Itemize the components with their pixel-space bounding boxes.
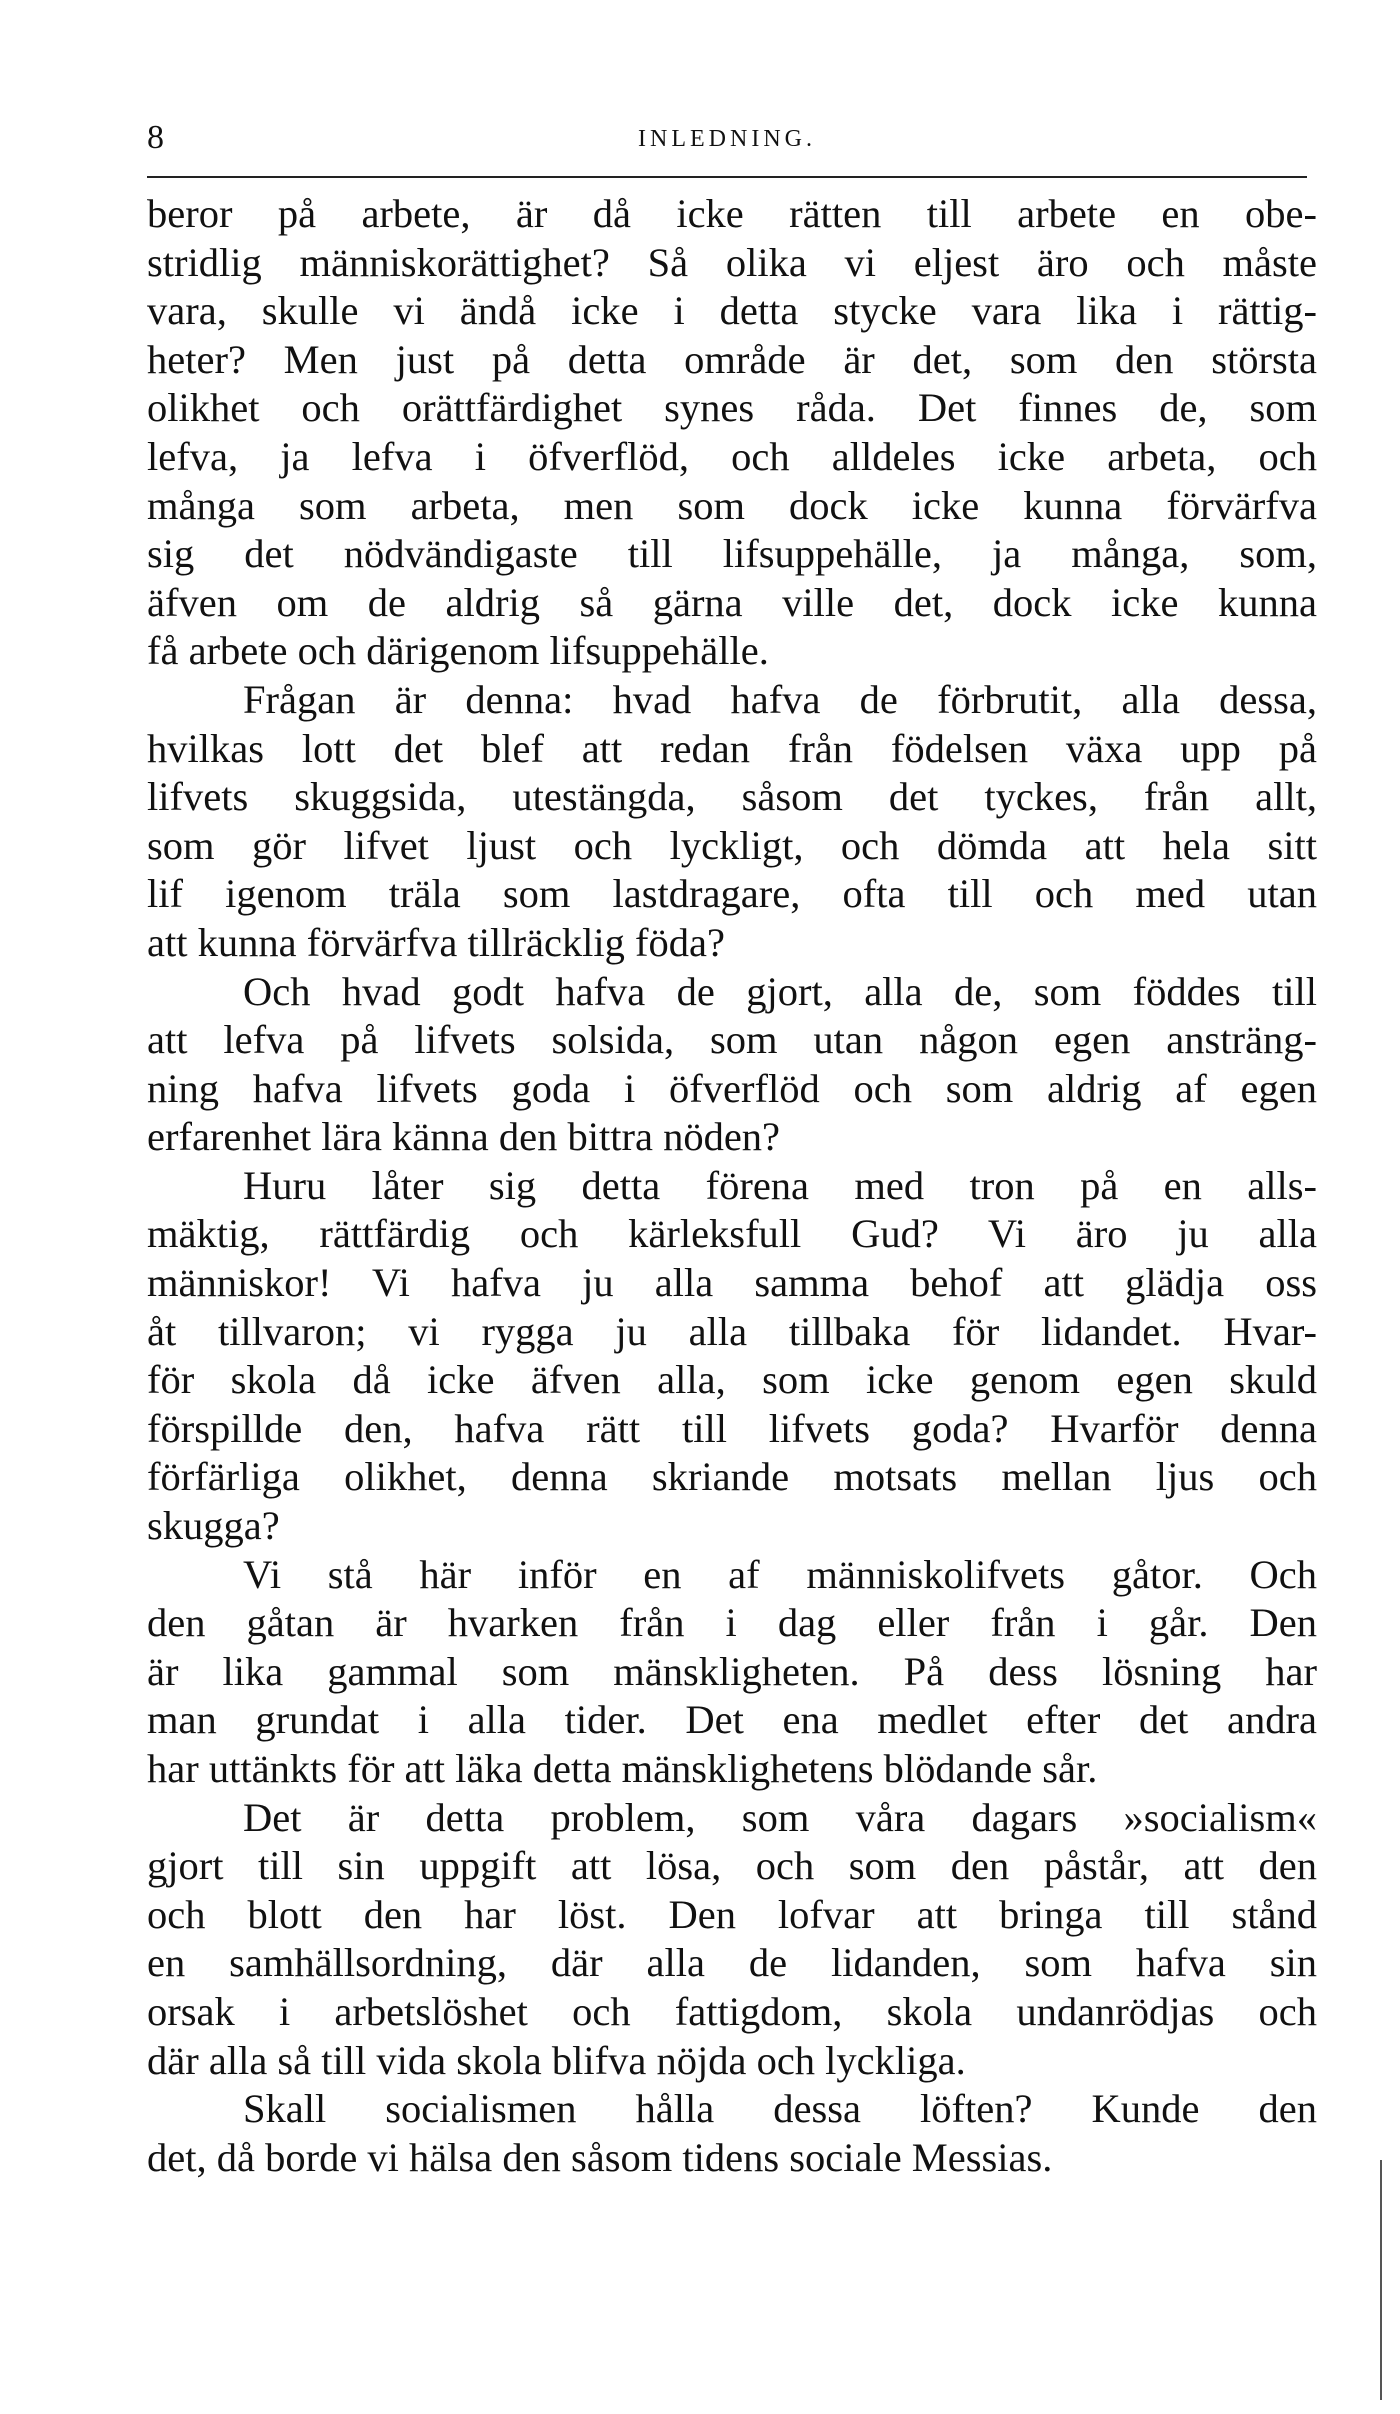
text-line: lif igenom träla som lastdragare, ofta till och med utan: [147, 871, 1317, 917]
text-line: det, då borde vi hälsa den såsom tidens sociale Messias.: [147, 2134, 1053, 2180]
text-line: vara, skulle vi ändå icke i detta stycke vara lika i rättig-: [147, 288, 1317, 334]
text-line: åt tillvaron; vi rygga ju alla tillbaka för lidandet. Hvar-: [147, 1308, 1317, 1354]
text-line: där alla så till vida skola blifva nöjda och lyckliga.: [147, 2037, 966, 2083]
text-line: skugga?: [147, 1503, 280, 1549]
text-line: Och hvad godt hafva de gjort, alla de, som föddes till: [243, 968, 1317, 1014]
text-line: förspillde den, hafva rätt till lifvets goda? Hvarför denna: [147, 1405, 1317, 1451]
text-line: en samhällsordning, där alla de lidanden, som hafva sin: [147, 1940, 1317, 1986]
text-line: heter? Men just på detta område är det, som den största: [147, 336, 1317, 382]
text-line: Frågan är denna: hvad hafva de förbrutit, alla dessa,: [243, 676, 1317, 722]
page-number: 8: [147, 119, 164, 156]
text-line: har uttänkts för att läka detta mänsklighetens blödande sår.: [147, 1746, 1098, 1791]
text-line: Skall socialismen hålla dessa löften? Kunde den: [243, 2086, 1317, 2132]
text-line: lifvets skuggsida, utestängda, såsom det tyckes, från allt,: [147, 774, 1317, 820]
text-line: gjort till sin uppgift att lösa, och som den påstår, att den: [147, 1843, 1317, 1889]
page-header: [147, 118, 1307, 168]
running-head: INLEDNING.: [638, 126, 816, 152]
text-line: stridlig människorättighet? Så olika vi eljest äro och måste: [147, 239, 1317, 285]
text-line: sig det nödvändigaste till lifsuppehälle, ja många, som,: [147, 531, 1317, 577]
text-line: är lika gammal som mänskligheten. På dess lösning har: [147, 1648, 1317, 1694]
text-line: man grundat i alla tider. Det ena medlet efter det andra: [147, 1697, 1317, 1743]
text-line: orsak i arbetslöshet och fattigdom, skola undanrödjas och: [147, 1988, 1317, 2034]
text-line: äfven om de aldrig så gärna ville det, dock icke kunna: [147, 579, 1317, 625]
text-line: hvilkas lott det blef att redan från födelsen växa upp på: [147, 725, 1317, 771]
text-line: människor! Vi hafva ju alla samma behof att glädja oss: [147, 1260, 1317, 1306]
text-line: mäktig, rättfärdig och kärleksfull Gud? Vi äro ju alla: [147, 1211, 1317, 1257]
text-line: för skola då icke äfven alla, som icke genom egen skuld: [147, 1357, 1317, 1403]
text-line: den gåtan är hvarken från i dag eller från i går. Den: [147, 1600, 1317, 1646]
text-line: att lefva på lifvets solsida, som utan någon egen ansträng-: [147, 1017, 1317, 1063]
text-line: erfarenhet lära känna den bittra nöden?: [147, 1114, 781, 1160]
text-line: lefva, ja lefva i öfverflöd, och alldeles icke arbeta, och: [147, 433, 1317, 479]
text-line: förfärliga olikhet, denna skriande motsats mellan ljus och: [147, 1454, 1317, 1500]
text-line: Huru låter sig detta förena med tron på en alls-: [243, 1162, 1317, 1208]
text-line: att kunna förvärfva tillräcklig föda?: [147, 919, 725, 965]
text-line: beror på arbete, är då icke rätten till arbete en obe-: [147, 191, 1317, 236]
text-line: och blott den har löst. Den lofvar att bringa till stånd: [147, 1891, 1317, 1937]
header-rule: [147, 176, 1307, 178]
text-line: ning hafva lifvets goda i öfverflöd och som aldrig af egen: [147, 1065, 1317, 1111]
text-line: olikhet och orättfärdighet synes råda. Det finnes de, som: [147, 385, 1317, 431]
text-line: Det är detta problem, som våra dagars »socialism«: [243, 1794, 1317, 1840]
text-line: få arbete och därigenom lifsuppehälle.: [147, 628, 769, 674]
text-line: som gör lifvet ljust och lyckligt, och dömda att hela sitt: [147, 822, 1317, 868]
text-line: Vi stå här inför en af människolifvets gåtor. Och: [243, 1551, 1317, 1597]
scan-edge-mark: [1380, 2160, 1382, 2400]
body-text: [147, 190, 1317, 2182]
text-line: många som arbeta, men som dock icke kunna förvärfva: [147, 482, 1317, 528]
